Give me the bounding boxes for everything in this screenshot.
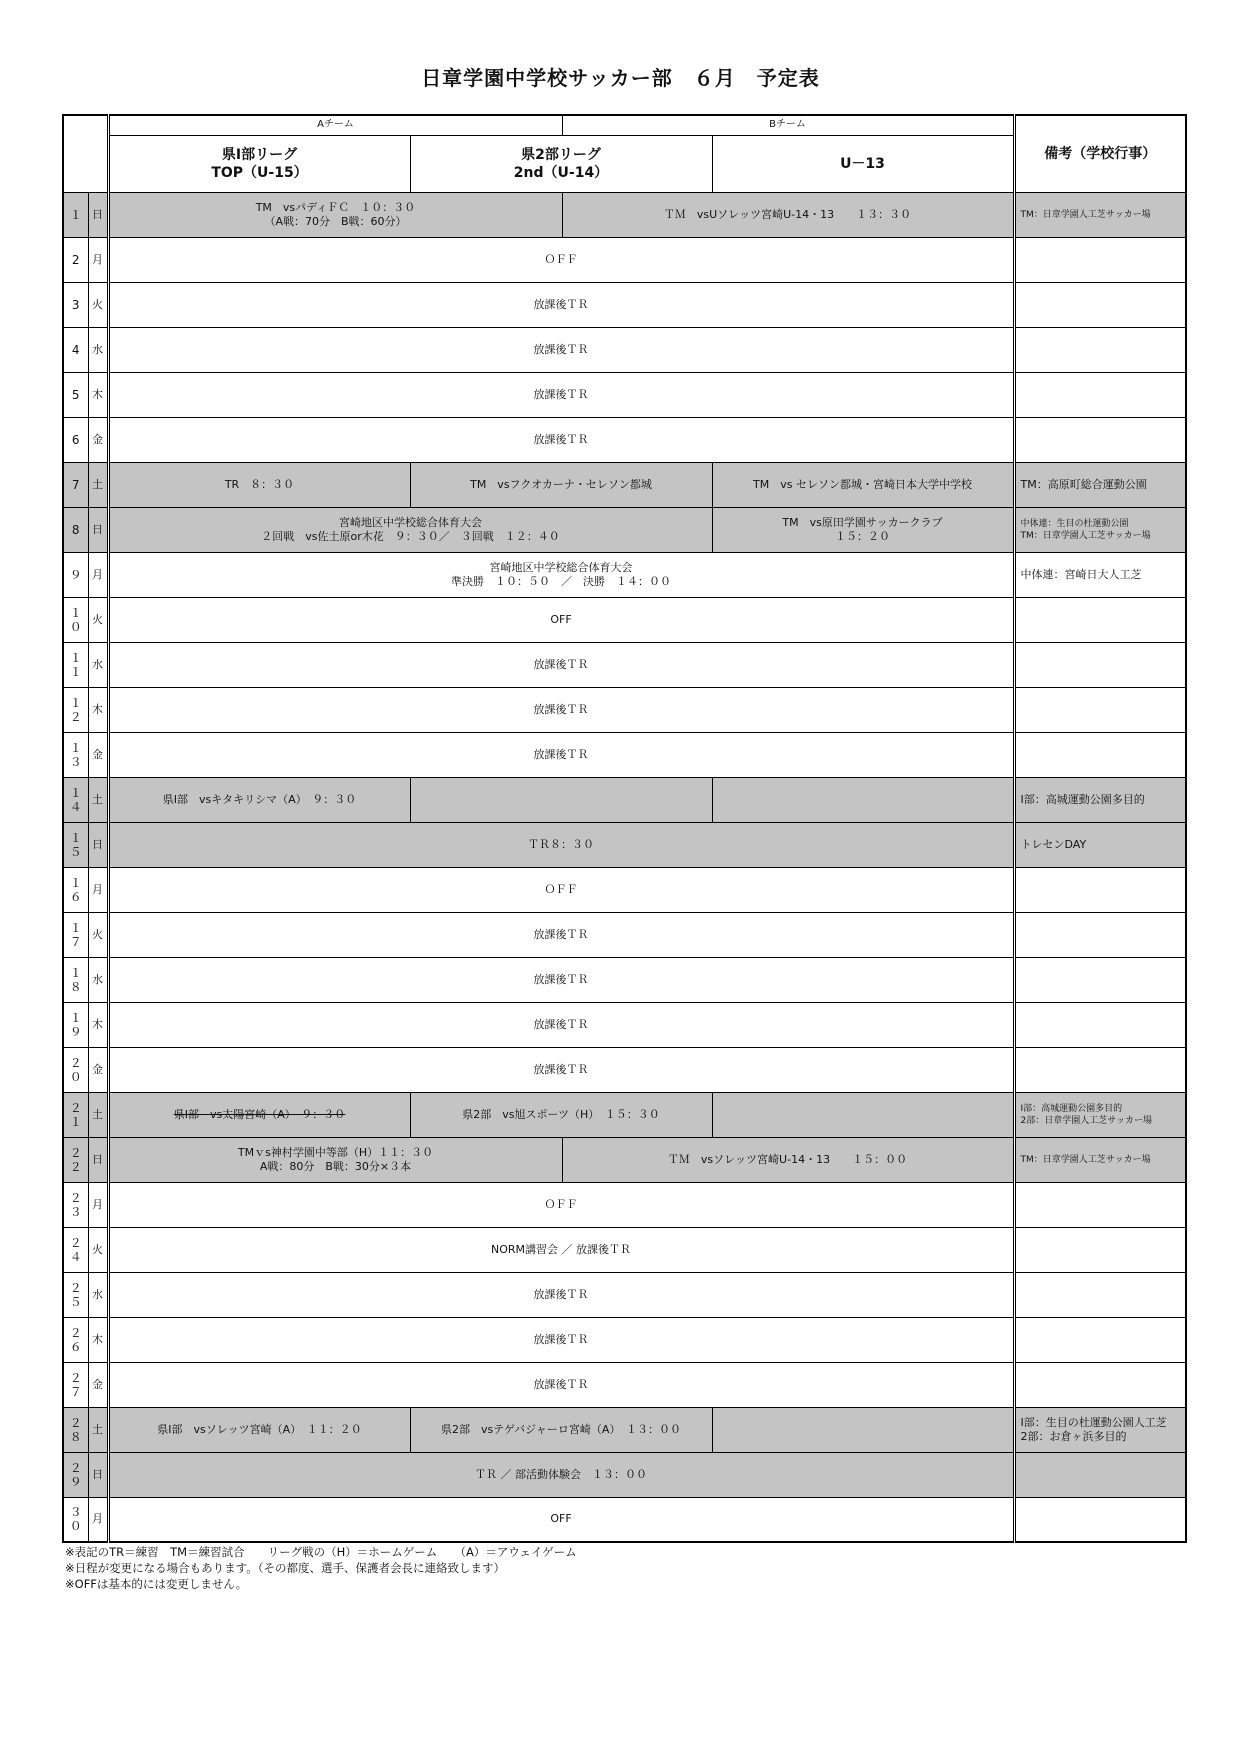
event-all-teams-line: NORM講習会 ／ 放課後ＴＲ xyxy=(490,1242,631,1256)
day-number xyxy=(63,1182,88,1227)
event-u13 xyxy=(712,1092,1014,1137)
school-note xyxy=(1014,1317,1186,1362)
weekday xyxy=(88,192,108,237)
day-number-line: ２１ xyxy=(69,1100,82,1129)
weekday-line: 土 xyxy=(92,1107,103,1121)
weekday-line: 金 xyxy=(92,1062,103,1076)
event-team-a xyxy=(108,192,562,237)
school-note xyxy=(1014,1092,1186,1137)
event-all-teams xyxy=(108,1362,1014,1407)
page-title: 日章学園中学校サッカー部 ６月 予定表 xyxy=(421,66,820,90)
schedule-row xyxy=(63,1047,1186,1092)
day-number-line: ２５ xyxy=(69,1280,82,1309)
event-all-teams-line: ＴＲ８：３０ xyxy=(528,837,594,851)
event-league-1-line: 県Ⅰ部 vsキタキリシマ（A） ９：３０ xyxy=(162,792,357,806)
weekday-line: 月 xyxy=(92,1512,103,1526)
school-note-line: 2部：日章学園人工芝サッカー場 xyxy=(1020,1115,1153,1126)
weekday-line: 土 xyxy=(92,1422,103,1436)
weekday xyxy=(88,597,108,642)
weekday xyxy=(88,1407,108,1452)
weekday-line: 日 xyxy=(92,1152,103,1166)
schedule-row xyxy=(63,1227,1186,1272)
event-all-teams xyxy=(108,1272,1014,1317)
event-league-2 xyxy=(410,1092,712,1137)
school-note-line: TM：日章学園人工芝サッカー場 xyxy=(1020,530,1151,541)
event-team-b xyxy=(562,192,1014,237)
day-number xyxy=(63,687,88,732)
day-number xyxy=(63,462,88,507)
weekday xyxy=(88,1047,108,1092)
event-u13 xyxy=(712,462,1014,507)
school-note xyxy=(1014,417,1186,462)
event-league-1-line: TR ８：３０ xyxy=(224,477,295,491)
school-note-line: トレセンDAY xyxy=(1020,837,1087,851)
header-corner xyxy=(63,115,108,192)
event-league-2-line: 県2部 vsテゲバジャーロ宮崎（A） １３：００ xyxy=(441,1422,681,1436)
schedule-row xyxy=(63,1452,1186,1497)
event-all-teams-line: 放課後ＴＲ xyxy=(533,387,589,401)
event-all-teams-line: 放課後ＴＲ xyxy=(533,432,589,446)
school-note-line: TM：日章学園人工芝サッカー場 xyxy=(1020,1154,1151,1165)
day-number-line: ９ xyxy=(69,567,82,582)
league2-header-line1: 県2部リーグ xyxy=(521,146,601,163)
event-all-teams xyxy=(108,597,1014,642)
schedule-row xyxy=(63,1002,1186,1047)
school-note xyxy=(1014,597,1186,642)
u13-header: U－13 xyxy=(712,135,1014,192)
event-league-1-line: 県Ⅰ部 vsソレッツ宮崎（A） １１：２０ xyxy=(157,1422,362,1436)
schedule-row xyxy=(63,732,1186,777)
event-all-teams-line: 放課後ＴＲ xyxy=(533,972,589,986)
weekday-line: 木 xyxy=(92,702,103,716)
day-number-line: １５ xyxy=(69,830,82,859)
day-number-line: １２ xyxy=(69,695,82,724)
weekday-line: 月 xyxy=(92,567,103,581)
footer-note-1: ※表記のTR＝練習 TM＝練習試合 リーグ戦の（H）＝ホームゲーム （A）＝アウェイゲーム xyxy=(65,1545,577,1559)
weekday-line: 木 xyxy=(92,1332,103,1346)
day-number-line: １１ xyxy=(69,650,82,679)
school-note xyxy=(1014,687,1186,732)
day-number xyxy=(63,1497,88,1542)
day-number xyxy=(63,507,88,552)
schedule-row xyxy=(63,507,1186,552)
school-note xyxy=(1014,1272,1186,1317)
event-all-teams-line: 放課後ＴＲ xyxy=(533,927,589,941)
day-number-line: １０ xyxy=(69,605,82,634)
day-number xyxy=(63,1227,88,1272)
event-all-teams xyxy=(108,237,1014,282)
schedule-row xyxy=(63,867,1186,912)
day-number xyxy=(63,372,88,417)
schedule-row xyxy=(63,1182,1186,1227)
day-number xyxy=(63,867,88,912)
event-league-1 xyxy=(108,777,410,822)
weekday-line: 火 xyxy=(92,927,103,941)
event-league-1-2-line: 宮崎地区中学校総合体育大会 xyxy=(339,515,482,529)
schedule-row xyxy=(63,822,1186,867)
weekday xyxy=(88,327,108,372)
weekday xyxy=(88,1317,108,1362)
weekday-line: 火 xyxy=(92,297,103,311)
event-all-teams xyxy=(108,867,1014,912)
school-note-line: 中体連：生目の杜運動公園 xyxy=(1020,518,1129,529)
weekday xyxy=(88,417,108,462)
event-team-b-line: ＴＭ vsUソレッツ宮崎U-14・13 １３：３０ xyxy=(663,207,912,221)
school-note xyxy=(1014,1362,1186,1407)
day-number-line: 6 xyxy=(71,432,80,447)
school-note xyxy=(1014,1407,1186,1452)
school-note-line: Ⅰ部：高城運動公園多目的 xyxy=(1020,792,1145,806)
weekday xyxy=(88,687,108,732)
weekday xyxy=(88,1092,108,1137)
day-number xyxy=(63,1002,88,1047)
event-all-teams-line: ＯＦＦ xyxy=(544,1197,578,1211)
event-league-1 xyxy=(108,462,410,507)
day-number-line: 5 xyxy=(71,387,80,402)
schedule-row xyxy=(63,912,1186,957)
day-number-line: １ xyxy=(69,207,82,222)
event-league-1-line: 県Ⅰ部 vs太陽宮崎（A） ９：３０ xyxy=(173,1107,346,1121)
event-all-teams-line: 放課後ＴＲ xyxy=(533,702,589,716)
school-note-line: TM：高原町総合運動公園 xyxy=(1020,477,1147,491)
event-league-2 xyxy=(410,777,712,822)
event-u13-line: TM vs原田学園サッカークラブ xyxy=(782,515,943,529)
day-number xyxy=(63,912,88,957)
weekday xyxy=(88,1137,108,1182)
weekday xyxy=(88,552,108,597)
team-a-header: Aチーム xyxy=(108,115,562,135)
event-all-teams xyxy=(108,417,1014,462)
school-note xyxy=(1014,282,1186,327)
event-team-b xyxy=(562,1137,1014,1182)
event-all-teams-line: 放課後ＴＲ xyxy=(533,657,589,671)
event-team-a-line: TMｖs神村学園中等部（H）１１：３０ xyxy=(237,1145,434,1159)
day-number-line: 2 xyxy=(71,252,80,267)
league1-header-line2: TOP（U-15） xyxy=(211,164,308,181)
schedule-row xyxy=(63,1092,1186,1137)
event-all-teams-line: ＯＦＦ xyxy=(544,252,578,266)
weekday xyxy=(88,372,108,417)
event-all-teams-line: 放課後ＴＲ xyxy=(533,1017,589,1031)
school-note xyxy=(1014,192,1186,237)
weekday xyxy=(88,1272,108,1317)
day-number-line: ２６ xyxy=(69,1325,82,1354)
event-all-teams xyxy=(108,687,1014,732)
weekday-line: 木 xyxy=(92,1017,103,1031)
school-note-line: 2部：お倉ヶ浜多目的 xyxy=(1020,1429,1127,1443)
day-number-line: ２３ xyxy=(69,1190,82,1219)
event-all-teams-line: 宮崎地区中学校総合体育大会 xyxy=(489,560,633,574)
school-note xyxy=(1014,552,1186,597)
weekday-line: 水 xyxy=(92,1287,103,1301)
school-note xyxy=(1014,957,1186,1002)
schedule-row xyxy=(63,237,1186,282)
weekday xyxy=(88,912,108,957)
day-number-line: ２７ xyxy=(69,1370,82,1399)
day-number xyxy=(63,777,88,822)
day-number-line: 8 xyxy=(71,522,80,537)
weekday xyxy=(88,957,108,1002)
event-all-teams-line: 放課後ＴＲ xyxy=(533,1377,589,1391)
event-team-b-line: ＴＭ vsソレッツ宮崎U-14・13 １５：００ xyxy=(667,1152,908,1166)
day-number xyxy=(63,237,88,282)
school-note xyxy=(1014,507,1186,552)
school-note xyxy=(1014,1227,1186,1272)
league1-header xyxy=(108,135,410,192)
weekday-line: 金 xyxy=(92,1377,103,1391)
school-note xyxy=(1014,777,1186,822)
weekday-line: 火 xyxy=(92,1242,103,1256)
weekday xyxy=(88,642,108,687)
day-number xyxy=(63,642,88,687)
schedule-row xyxy=(63,1137,1186,1182)
school-note xyxy=(1014,822,1186,867)
day-number xyxy=(63,282,88,327)
event-all-teams-line: 放課後ＴＲ xyxy=(533,1062,589,1076)
day-number xyxy=(63,1047,88,1092)
day-number xyxy=(63,1092,88,1137)
weekday xyxy=(88,1227,108,1272)
event-league-1-2-line: ２回戦 vs佐土原or木花 ９：３０／ ３回戦 １２：４０ xyxy=(261,529,560,543)
weekday-line: 金 xyxy=(92,747,103,761)
day-number xyxy=(63,327,88,372)
event-team-a-line: TM vsパディＦＣ １０：３０ xyxy=(255,200,416,214)
event-all-teams-line: 放課後ＴＲ xyxy=(533,1287,589,1301)
event-league-1-2 xyxy=(108,507,712,552)
event-all-teams-line: ＯＦＦ xyxy=(544,882,578,896)
school-note xyxy=(1014,912,1186,957)
event-all-teams xyxy=(108,1452,1014,1497)
team-b-header: Bチーム xyxy=(562,115,1014,135)
event-all-teams xyxy=(108,912,1014,957)
weekday-line: 金 xyxy=(92,432,103,446)
weekday xyxy=(88,462,108,507)
schedule-row xyxy=(63,642,1186,687)
event-all-teams xyxy=(108,282,1014,327)
event-u13 xyxy=(712,507,1014,552)
schedule-row xyxy=(63,687,1186,732)
day-number-line: ２０ xyxy=(69,1055,82,1084)
event-all-teams xyxy=(108,327,1014,372)
school-note-line: 中体連：宮崎日大人工芝 xyxy=(1020,567,1142,581)
event-all-teams xyxy=(108,1182,1014,1227)
day-number-line: １３ xyxy=(69,740,82,769)
event-league-1 xyxy=(108,1407,410,1452)
school-note-line: Ⅰ部：生目の杜運動公園人工芝 xyxy=(1020,1415,1167,1429)
school-note xyxy=(1014,327,1186,372)
school-note xyxy=(1014,1452,1186,1497)
school-note xyxy=(1014,372,1186,417)
weekday xyxy=(88,282,108,327)
day-number xyxy=(63,1317,88,1362)
schedule-row xyxy=(63,1317,1186,1362)
day-number-line: １７ xyxy=(69,920,82,949)
day-number xyxy=(63,1137,88,1182)
weekday-line: 水 xyxy=(92,972,103,986)
day-number-line: ２９ xyxy=(69,1460,82,1489)
schedule-row xyxy=(63,372,1186,417)
event-all-teams xyxy=(108,642,1014,687)
event-all-teams xyxy=(108,822,1014,867)
school-note xyxy=(1014,867,1186,912)
day-number-line: ２８ xyxy=(69,1415,82,1444)
footer-notes xyxy=(65,1544,577,1592)
day-number xyxy=(63,192,88,237)
schedule-row xyxy=(63,957,1186,1002)
event-all-teams xyxy=(108,552,1014,597)
school-note xyxy=(1014,642,1186,687)
schedule-row xyxy=(63,1272,1186,1317)
school-note xyxy=(1014,732,1186,777)
schedule-row xyxy=(63,417,1186,462)
day-number-line: 4 xyxy=(71,342,80,357)
schedule-row xyxy=(63,462,1186,507)
event-all-teams xyxy=(108,1497,1014,1542)
league2-header-line2: 2nd（U-14） xyxy=(513,164,609,181)
schedule-row xyxy=(63,1362,1186,1407)
footer-note-2: ※日程が変更になる場合もあります。（その都度、選手、保護者会長に連絡致します） xyxy=(65,1561,505,1575)
event-all-teams-line: ＴＲ ／ 部活動体験会 １３：００ xyxy=(475,1467,647,1481)
weekday xyxy=(88,1497,108,1542)
event-all-teams-line: 放課後ＴＲ xyxy=(533,747,589,761)
day-number-line: ２４ xyxy=(69,1235,82,1264)
schedule-row xyxy=(63,282,1186,327)
event-league-2-line: TM vsフクオカーナ・セレソン都城 xyxy=(470,477,652,491)
day-number xyxy=(63,552,88,597)
weekday-line: 日 xyxy=(92,522,103,536)
weekday-line: 土 xyxy=(92,792,103,806)
weekday xyxy=(88,1182,108,1227)
schedule-row xyxy=(63,552,1186,597)
weekday xyxy=(88,822,108,867)
event-all-teams xyxy=(108,372,1014,417)
weekday xyxy=(88,1002,108,1047)
day-number-line: １９ xyxy=(69,1010,82,1039)
school-note xyxy=(1014,1047,1186,1092)
weekday-line: 日 xyxy=(92,1467,103,1481)
day-number xyxy=(63,822,88,867)
event-all-teams xyxy=(108,957,1014,1002)
schedule-row xyxy=(63,1497,1186,1542)
weekday xyxy=(88,1362,108,1407)
day-number-line: １４ xyxy=(69,785,82,814)
event-all-teams-line: 放課後ＴＲ xyxy=(533,1332,589,1346)
day-number-line: ３０ xyxy=(69,1505,82,1534)
day-number xyxy=(63,417,88,462)
day-number xyxy=(63,957,88,1002)
weekday xyxy=(88,777,108,822)
schedule-row xyxy=(63,327,1186,372)
schedule-row xyxy=(63,597,1186,642)
weekday xyxy=(88,1452,108,1497)
day-number-line: ２２ xyxy=(69,1145,82,1174)
weekday xyxy=(88,867,108,912)
event-u13 xyxy=(712,777,1014,822)
day-number xyxy=(63,1407,88,1452)
school-note xyxy=(1014,237,1186,282)
day-number xyxy=(63,597,88,642)
school-note xyxy=(1014,462,1186,507)
event-u13-line: TM vs セレソン都城・宮崎日本大学中学校 xyxy=(753,477,972,491)
league2-header xyxy=(410,135,712,192)
day-number xyxy=(63,1452,88,1497)
school-note xyxy=(1014,1497,1186,1542)
school-note xyxy=(1014,1182,1186,1227)
league1-header-line1: 県Ⅰ部リーグ xyxy=(221,146,298,163)
event-all-teams-line: OFF xyxy=(550,612,572,626)
school-note-line: Ⅰ部：高城運動公園多目的 xyxy=(1020,1103,1123,1114)
event-all-teams xyxy=(108,1317,1014,1362)
event-all-teams xyxy=(108,1227,1014,1272)
event-all-teams-line: 放課後ＴＲ xyxy=(533,297,589,311)
event-u13-line: １５：２０ xyxy=(835,529,890,543)
schedule-row xyxy=(63,777,1186,822)
event-league-2 xyxy=(410,462,712,507)
event-team-a xyxy=(108,1137,562,1182)
event-team-a-line: （A戦：70分 B戦：60分） xyxy=(264,214,407,228)
day-number-line: 3 xyxy=(71,297,80,312)
event-league-2 xyxy=(410,1407,712,1452)
day-number-line: 7 xyxy=(71,477,80,492)
footer-note-3: ※OFFは基本的には変更しません。 xyxy=(65,1577,248,1591)
event-u13 xyxy=(712,1407,1014,1452)
weekday xyxy=(88,732,108,777)
weekday-line: 水 xyxy=(92,342,103,356)
event-league-1 xyxy=(108,1092,410,1137)
weekday-line: 月 xyxy=(92,252,103,266)
event-all-teams xyxy=(108,1002,1014,1047)
day-number xyxy=(63,732,88,777)
weekday-line: 月 xyxy=(92,1197,103,1211)
notes-header: 備考（学校行事） xyxy=(1014,115,1186,192)
schedule-row xyxy=(63,192,1186,237)
school-note-line: TM：日章学園人工芝サッカー場 xyxy=(1020,209,1151,220)
school-note xyxy=(1014,1137,1186,1182)
weekday-line: 土 xyxy=(92,477,103,491)
schedule-table xyxy=(62,114,1187,1543)
schedule-row xyxy=(63,1407,1186,1452)
day-number-line: １８ xyxy=(69,965,82,994)
event-all-teams-line: 準決勝 １０：５０ ／ 決勝 １４：００ xyxy=(451,574,671,588)
event-all-teams xyxy=(108,732,1014,777)
school-note xyxy=(1014,1002,1186,1047)
day-number-line: １６ xyxy=(69,875,82,904)
day-number xyxy=(63,1272,88,1317)
weekday xyxy=(88,237,108,282)
weekday-line: 月 xyxy=(92,882,103,896)
weekday-line: 日 xyxy=(92,837,103,851)
event-all-teams xyxy=(108,1047,1014,1092)
event-all-teams-line: 放課後ＴＲ xyxy=(533,342,589,356)
event-league-2-line: 県2部 vs旭スポーツ（H） １５：３０ xyxy=(462,1107,660,1121)
event-team-a-line: A戦：80分 B戦：30分×３本 xyxy=(259,1159,412,1173)
day-number xyxy=(63,1362,88,1407)
weekday xyxy=(88,507,108,552)
header-row-teams xyxy=(63,115,1186,135)
weekday-line: 日 xyxy=(92,207,103,221)
event-all-teams-line: OFF xyxy=(550,1512,572,1526)
weekday-line: 木 xyxy=(92,387,103,401)
weekday-line: 水 xyxy=(92,657,103,671)
weekday-line: 火 xyxy=(92,612,103,626)
